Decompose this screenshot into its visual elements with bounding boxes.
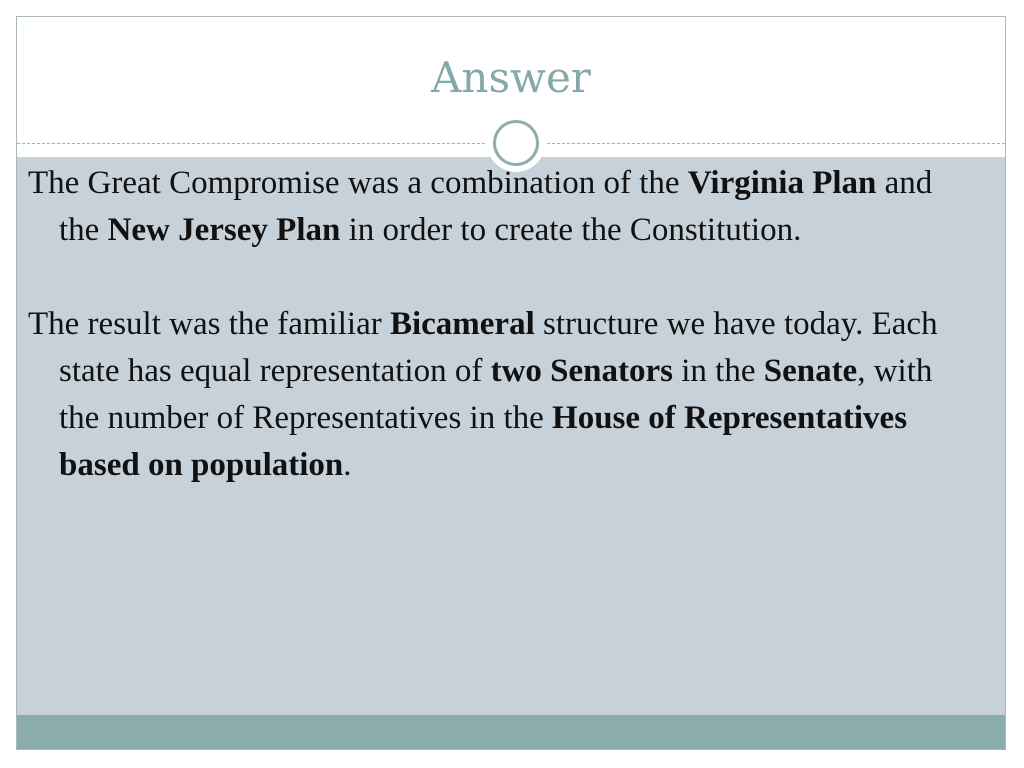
text-span: The Great Compromise was a combination of the: [28, 165, 688, 201]
paragraph-great-compromise: [28, 160, 968, 254]
text-span: in order to create the Constitution.: [340, 212, 802, 248]
bold-term: two Senators: [490, 353, 673, 389]
text-span: in the: [672, 353, 764, 389]
bold-term: Senate: [763, 353, 858, 389]
paragraph-bicameral: [28, 301, 968, 489]
bold-term: Bicameral: [389, 306, 535, 342]
bold-term: House of Representatives based on population: [59, 400, 908, 483]
text-span: The result was the familiar: [28, 306, 390, 342]
text-span: .: [343, 447, 352, 483]
slide-body: [28, 160, 968, 489]
text-span: , with the number of Representatives in the: [59, 353, 933, 436]
bold-term: New Jersey Plan: [107, 212, 341, 248]
slide-title: Answer: [431, 53, 591, 102]
text-span: and the: [59, 165, 933, 248]
text-span: structure we have today. Each state has equal representation of: [59, 306, 938, 389]
bold-term: Virginia Plan: [687, 165, 877, 201]
footer-band: [17, 715, 1005, 749]
